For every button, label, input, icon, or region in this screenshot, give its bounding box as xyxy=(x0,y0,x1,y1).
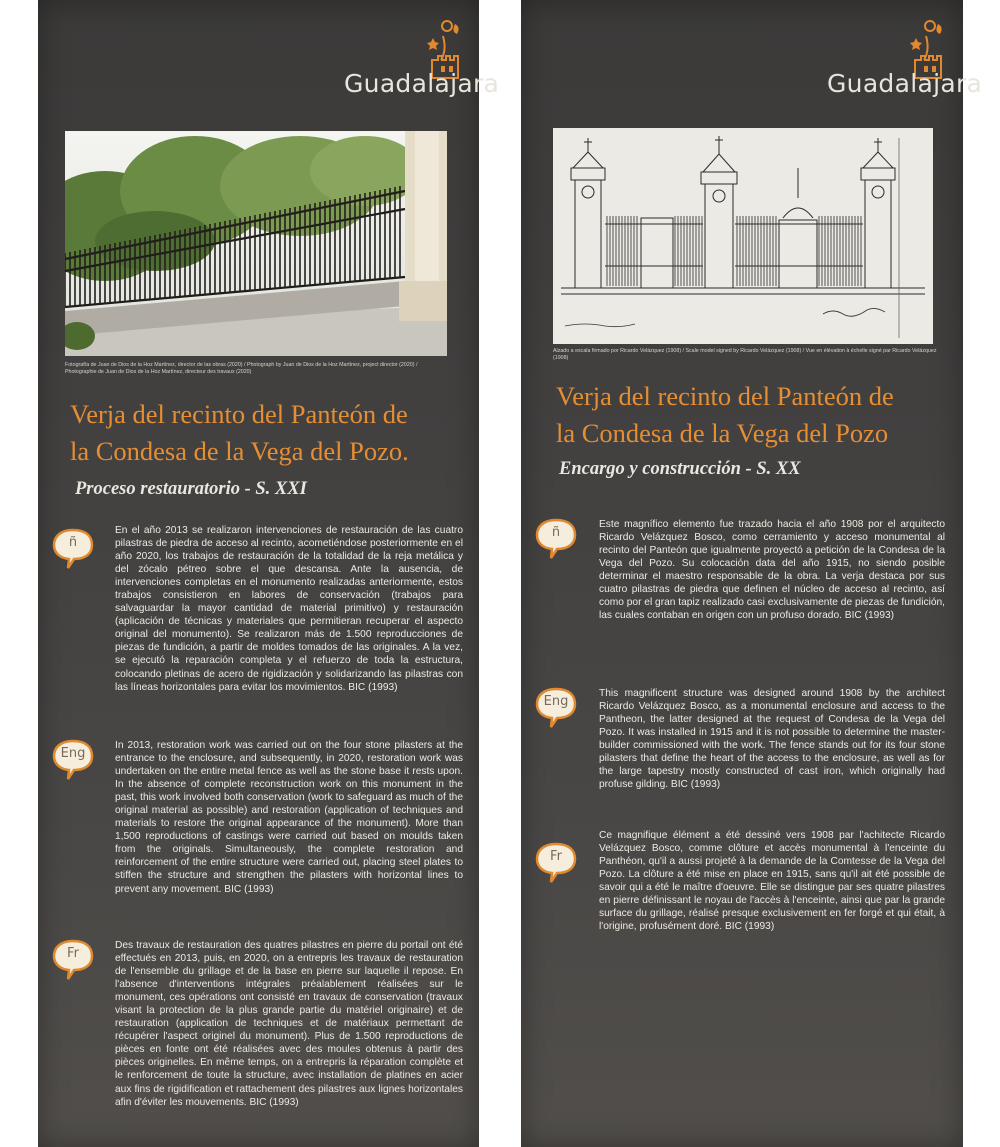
left-panel xyxy=(38,0,500,1147)
title-line-1: Verja del recinto del Panteón de xyxy=(70,399,408,429)
brand-name: Guadalajara xyxy=(344,69,500,98)
english-speech-bubble-icon xyxy=(52,738,94,782)
french-paragraph: Des travaux de restauration des quatres pilastres en pierre du portail ont été effectués en 2013, puis, en 2020, on a entrepris les travaux de restauration de l'ensemble du grillage et de la base en pierre sur laquelle il repose. En l'absence d'interventions intégrales préalablement réalisées sur le monument, ces opérations ont consisté en travaux de conservation (travaux visant la protection de la plus grande partie du matériel originaire) et de restauration (application de techniques et de matériaux permettant de récupérer l'aspect originel du monument). Plus de 1.500 reproductions de pièces en fonte ont été réalisées avec des moules obtenus à partir des pièces originelles. En même temps, on a entrepris la réparation complète et le renforcement de toute la structure, avec installation de platines en acier aux fins de rigidification et rattachement des pilastres aux lignes horizontales afin d'éviter les mouvements. BIC (1993) xyxy=(115,940,463,1108)
spanish-speech-bubble-icon xyxy=(535,517,577,561)
english-paragraph: In 2013, restoration work was carried out on the four stone pilasters at the entrance to the enclosure, and subsequently, in 2020, restoration work was undertaken on the entire metal fence as well as the stone base it rests upon. In the absence of complete reconstruction work on this monument in the past, this work involved both conservation (work to safeguard as much of the original material as possible) and restoration (application of techniques and materials to restore the original appearance of the monument). More than 1,500 reproductions of castings were carried out based on moulds taken from the originals. Simultaneously, the complete restoration and reinforcement of the entire structure were carried out, placing steel plates to stiffen the structure and strengthen the pilasters with horizontal lines to prevent any movement. BIC (1993) xyxy=(115,740,463,895)
english-paragraph: This magnificent structure was designed around 1908 by the architect Ricardo Velázquez Bosco, as a monumental enclosure and access to the Pantheon, the latter designed at the request of Condesa de la Vega del Pozo. It was installed in 1915 and it is not possible to determine the master-builder commissioned with the work. The fence stands out for its four stone pilasters that define the heart of the access to the enclosure, as well as for the large tapestry mostly constructed of cast iron, which originally had profuse gilding. BIC (1993) xyxy=(599,688,945,791)
photo-caption: Fotografía de Juan de Dios de la Hoz Martínez, director de las obras (2020) / Photograph by Juan de Dios de la Hoz Martínez, project director (2020) / Photographie de Juan de Dios de la Hoz Martínez, directeur des travaux (2020) xyxy=(65,362,418,375)
french-paragraph: Ce magnifique élément a été dessiné vers 1908 par l'achitecte Ricardo Velázquez Bosco, comme clôture et accès monumental à l'enceinte du Panthéon, qu'il a aussi projeté à la demande de la Comtesse de la Vega del Pozo. La clôture a été mise en place en 1915, sans qu'il ait été possible de savoir qui a été le maître d'oeuvre. Elle se distingue par ses quatre pilastres en pierre définissant le noyau de l'accès à l'enceinte, ainsi que par la grande surface du grillage, réalisé presque exclusivement en fer forgé et qui était, à l'origine, profusément doré. BIC (1993) xyxy=(599,830,945,933)
guadalajara-logo xyxy=(827,18,983,98)
subtitle: Encargo y construcción - S. XX xyxy=(559,459,801,479)
architectural-drawing xyxy=(553,128,933,344)
title-line-1: Verja del recinto del Panteón de xyxy=(556,381,894,411)
fence-photo xyxy=(65,131,447,356)
lang-label: ñ xyxy=(68,535,78,550)
lang-label: Eng xyxy=(543,694,569,709)
french-speech-bubble-icon xyxy=(535,841,577,885)
english-speech-bubble-icon xyxy=(535,686,577,730)
lang-label: Fr xyxy=(67,946,79,961)
brand-name: Guadalajara xyxy=(827,69,983,98)
drawing-caption: Alzado a escala firmado por Ricardo Velázquez (1908) / Scale model signed by Ricardo Velázquez (1908) / Vue en élévation à échelle signé par Ricardo Velázquez (1908) xyxy=(553,348,937,361)
lang-label: Eng xyxy=(60,746,86,761)
fence-elevation-drawing xyxy=(553,128,933,344)
title-line-2: la Condesa de la Vega del Pozo. xyxy=(70,436,409,466)
subtitle: Proceso restauratorio - S. XXI xyxy=(75,479,307,499)
spanish-paragraph: En el año 2013 se realizaron intervenciones de restauración de las cuatro pilastras de piedra de acceso al recinto, acometiéndose posteriormente en el año 2020, los trabajos de restauración de la totalidad de la reja metálica y del zócalo pétreo sobre el que descansa. Ante la ausencia, de intervenciones completas en el monumento realizadas anteriormente, estos trabajos consistieron en labores de conservación (trabajos para salvaguardar la mayor cantidad de material primitivo) y restauración (aplicación de técnicas y materiales que permitieran recuperar el aspecto original del monumento). Se realizaron más de 1.500 reproducciones de piezas de fundición, a partir de moldes tomados de las originales. A la vez, se ejecutó la reparación completa y el refuerzo de toda la estructura, colocando pletinas de acero de rigidización y solidarizando las pilastras con las líneas horizontales para evitar los movimientos. BIC (1993) xyxy=(115,525,463,693)
lang-label: ñ xyxy=(551,525,561,540)
spanish-paragraph: Este magnífico elemento fue trazado hacia el año 1908 por el arquitecto Ricardo Velázquez Bosco, como cerramiento y acceso monumental al recinto del Panteón que igualmente proyectó a petición de la Condesa de la Vega del Pozo. Su colocación data del año 1915, no siendo posible determinar el maestro responsable de la obra. La verja destaca por sus cuatro pilastras de piedra que definen el núcleo de acceso al recinto, así como por el gran tapiz realizado casi exclusivamente de piezas de fundición, las cuales contaban en origen con un profuso dorado. BIC (1993) xyxy=(599,519,946,622)
guadalajara-logo xyxy=(344,18,500,98)
right-panel xyxy=(521,0,983,1147)
spanish-speech-bubble-icon xyxy=(52,527,94,571)
french-speech-bubble-icon xyxy=(52,938,94,982)
lang-label: Fr xyxy=(550,849,562,864)
restored-fence-photo xyxy=(65,131,447,356)
title-line-2: la Condesa de la Vega del Pozo xyxy=(556,418,889,448)
